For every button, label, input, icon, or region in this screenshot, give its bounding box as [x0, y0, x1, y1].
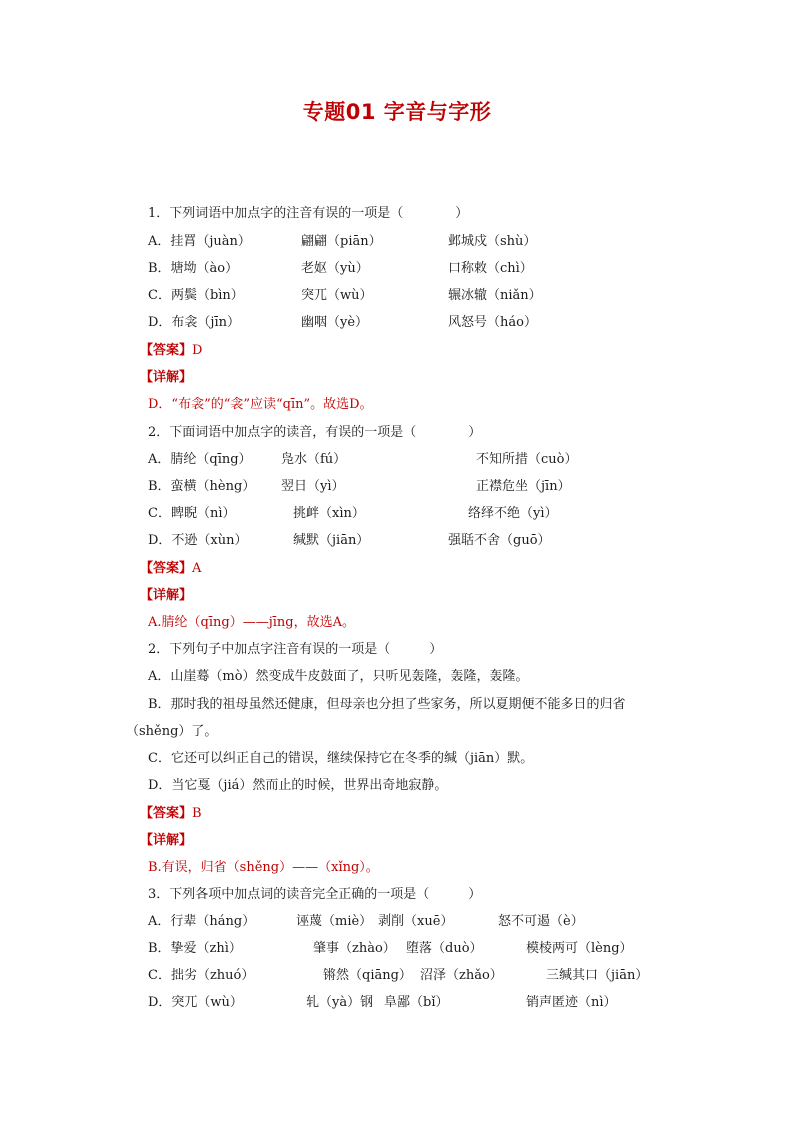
- option-item: 沼泽（zhǎo）: [420, 968, 503, 983]
- question-1-explanation: D．“布衾”的“衾”应读“qīn”。故选D。: [148, 397, 373, 412]
- option-item: 堕落（duò）: [406, 941, 483, 956]
- question-1-stem: 1．下列词语中加点字的注音有误的一项是（ ）: [148, 206, 469, 221]
- option-item: 络绎不绝（yì）: [468, 506, 558, 521]
- option-item: 正襟危坐（jīn）: [476, 479, 571, 494]
- option-item: 老妪（yù）: [301, 261, 369, 276]
- option-item: 风怒号（háo）: [448, 315, 537, 330]
- option-item: 三缄其口（jiān）: [546, 968, 649, 983]
- answer-label: 【答案】: [140, 343, 193, 358]
- option-item: D．突兀（wù）: [148, 995, 243, 1010]
- question-2-stem: 2．下面词语中加点字的读音，有误的一项是（ ）: [148, 425, 482, 440]
- option-item: 缄默（jiān）: [293, 533, 370, 548]
- option-item: A．行辈（háng）: [148, 914, 256, 929]
- question-1-answer: [140, 342, 202, 360]
- option-item: 怒不可遏（è）: [498, 914, 584, 929]
- answer-label: 【答案】: [140, 806, 193, 821]
- option-item: 轧（yà）钢: [306, 995, 374, 1010]
- question-3-option-d: D．当它戛（jiá）然而止的时候，世界出奇地寂静。: [148, 778, 448, 793]
- question-3-option-c: C．它还可以纠正自己的错误，继续保持它在冬季的缄（jiān）默。: [148, 751, 534, 766]
- option-item: C．两鬓（bìn）: [148, 288, 244, 303]
- question-3-explanation: B.有误，归省（shěng）——（xǐng）。: [148, 860, 379, 875]
- option-item: B．蛮横（hèng）: [148, 479, 256, 494]
- option-item: 幽咽（yè）: [301, 315, 369, 330]
- option-item: 肇事（zhào）: [313, 941, 396, 956]
- question-3-explain-label: 【详解】: [140, 833, 193, 848]
- option-item: 口称敕（chì）: [448, 261, 533, 276]
- question-2-explanation: A.腈纶（qīng）——jīng，故选A。: [148, 615, 355, 630]
- option-item: 锵然（qiāng）: [323, 968, 412, 983]
- option-item: 不知所措（cuò）: [476, 452, 578, 467]
- answer-value: B: [192, 806, 202, 821]
- option-item: B．挚爱（zhì）: [148, 941, 242, 956]
- option-item: 辗冰辙（niǎn）: [448, 288, 542, 303]
- question-2-answer: [140, 560, 201, 578]
- option-item: 邺城戍（shù）: [448, 234, 537, 249]
- option-item: C．睥睨（nì）: [148, 506, 236, 521]
- option-item: 模棱两可（lèng）: [526, 941, 633, 956]
- option-item: B．塘坳（ào）: [148, 261, 239, 276]
- option-item: C．拙劣（zhuó）: [148, 968, 255, 983]
- question-3-stem: 2．下列句子中加点字注音有误的一项是（ ）: [148, 642, 443, 657]
- question-3-answer: [140, 805, 202, 823]
- answer-label: 【答案】: [140, 561, 193, 576]
- option-item: 诬蔑（miè）: [296, 914, 373, 929]
- option-item: D．不逊（xùn）: [148, 533, 248, 548]
- option-item: 强聒不舍（guō）: [448, 533, 551, 548]
- option-item: 翩翩（piān）: [301, 234, 382, 249]
- question-4-stem: 3．下列各项中加点词的读音完全正确的一项是（ ）: [148, 887, 482, 902]
- option-item: A．腈纶（qīng）: [148, 452, 252, 467]
- question-1-explain-label: 【详解】: [140, 370, 193, 385]
- page-title: 专题01 字音与字形: [302, 100, 492, 124]
- option-item: 凫水（fú）: [281, 452, 347, 467]
- option-item: 突兀（wù）: [301, 288, 373, 303]
- option-item: 翌日（yì）: [281, 479, 345, 494]
- answer-value: A: [192, 561, 202, 576]
- option-item: D．布衾（jīn）: [148, 315, 240, 330]
- question-3-option-a: A．山崖蓦（mò）然变成牛皮鼓面了，只听见轰隆，轰隆，轰隆。: [148, 669, 529, 684]
- option-item: 销声匿迹（nì）: [526, 995, 617, 1010]
- option-item: 阜鄙（bǐ）: [384, 995, 449, 1010]
- question-3-option-b-continued: （shěng）了。: [126, 724, 218, 739]
- option-item: 剥削（xuē）: [378, 914, 454, 929]
- option-item: A．挂罥（juàn）: [148, 234, 251, 249]
- option-item: 挑衅（xìn）: [293, 506, 365, 521]
- question-2-explain-label: 【详解】: [140, 588, 193, 603]
- answer-value: D: [192, 343, 203, 358]
- question-3-option-b: B．那时我的祖母虽然还健康，但母亲也分担了些家务，所以夏期便不能多日的归省: [148, 697, 626, 712]
